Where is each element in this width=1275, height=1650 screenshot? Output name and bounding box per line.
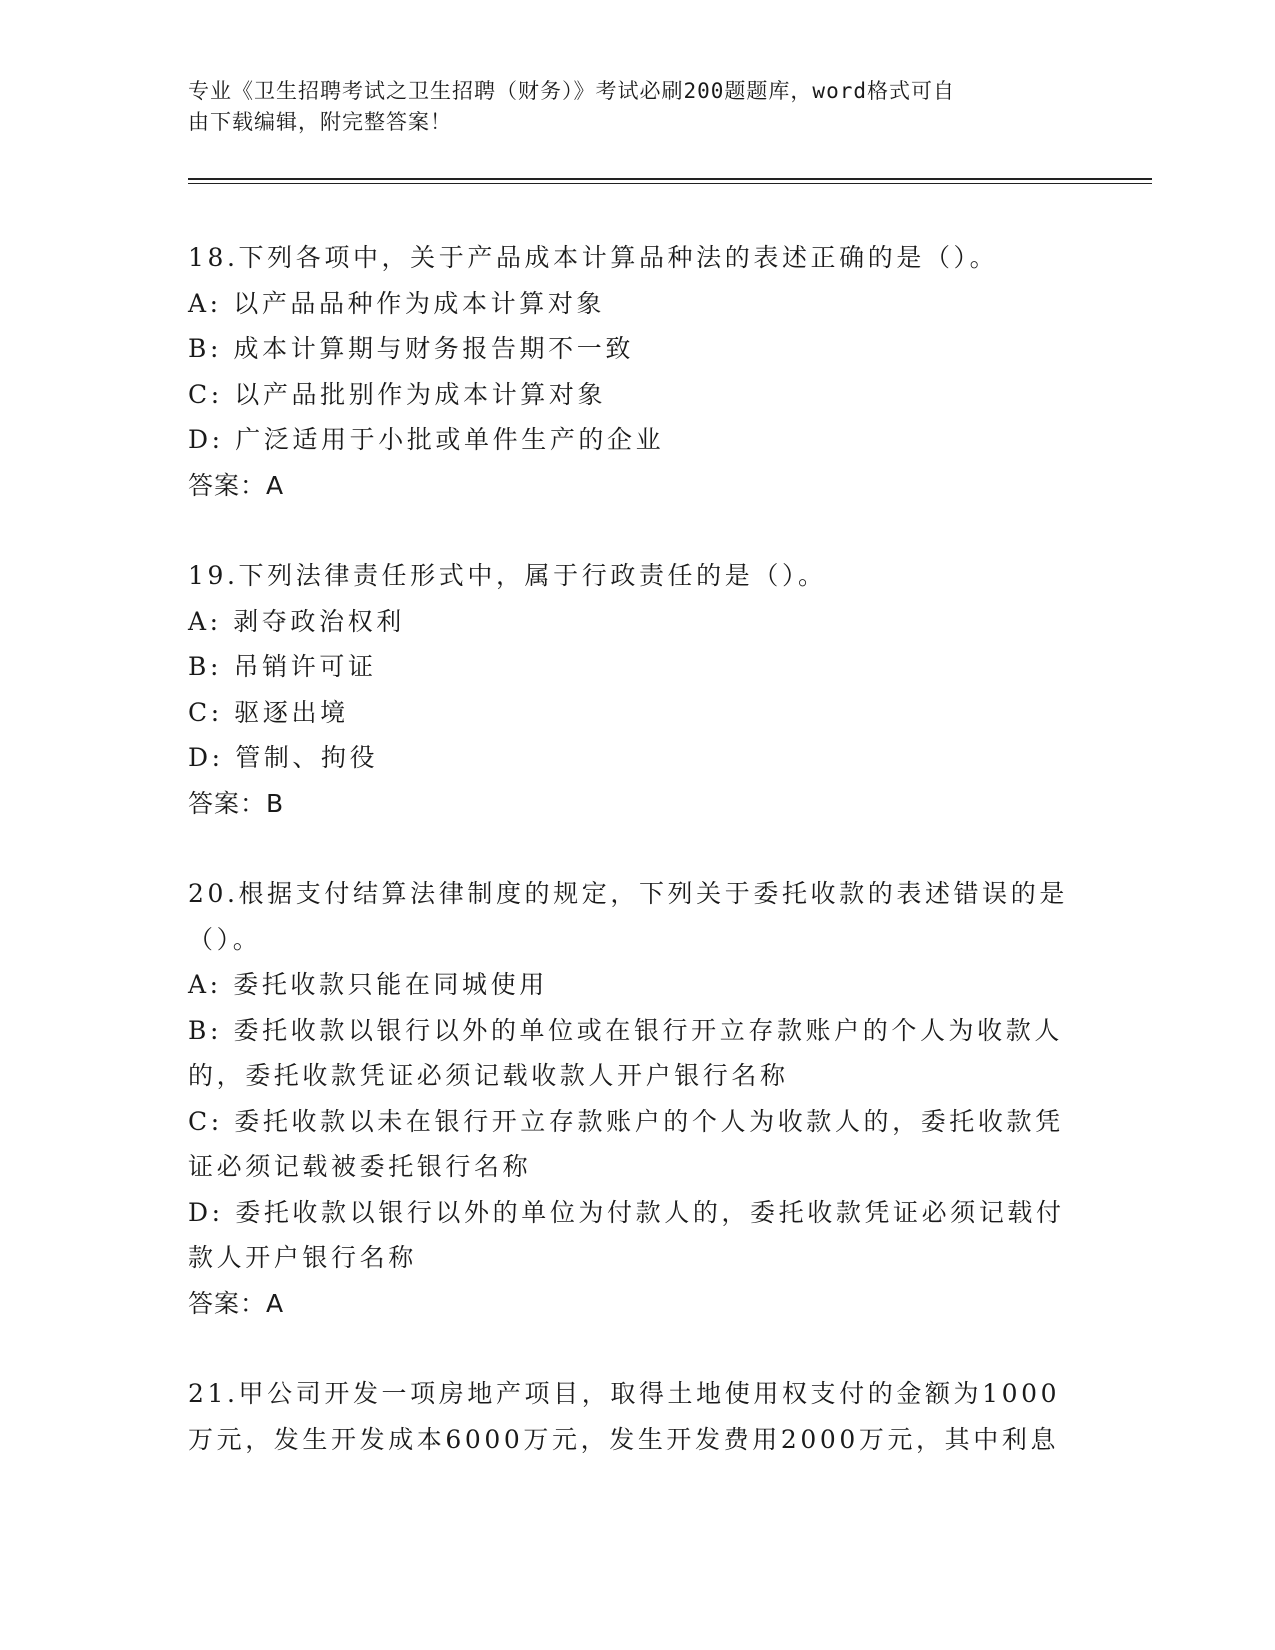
option-b-continued: 的，委托收款凭证必须记载收款人开户银行名称: [188, 1061, 789, 1090]
header-line-2: 由下载编辑，附完整答案！: [188, 110, 452, 134]
option-b: B: 吊销许可证: [188, 652, 377, 681]
option-d: D: 广泛适用于小批或单件生产的企业: [188, 425, 665, 454]
option-a: A: 剥夺政治权利: [188, 606, 405, 636]
option-c-continued: 证必须记载被委托银行名称: [188, 1152, 532, 1181]
option-c: C: 以产品批别作为成本计算对象: [188, 379, 607, 409]
option-c: C: 驱逐出境: [188, 697, 349, 727]
header-divider-thin: [188, 183, 1152, 184]
header-divider-thick: [188, 178, 1152, 180]
option-c: C: 委托收款以未在银行开立存款账户的个人为收款人的，委托收款凭: [188, 1106, 1064, 1136]
option-d: D: 管制、拘役: [188, 743, 379, 772]
answer-label: 答案：A: [188, 470, 285, 500]
question-list: [188, 235, 1088, 1507]
option-a: A: 以产品品种作为成本计算对象: [188, 288, 606, 318]
question-21: [188, 1371, 1088, 1462]
document-header: [188, 76, 1068, 138]
question-20: [188, 871, 1088, 1326]
answer-label: 答案：A: [188, 1288, 285, 1318]
question-stem: 20.根据支付结算法律制度的规定，下列关于委托收款的表述错误的是: [188, 879, 1068, 908]
question-stem: 18.下列各项中，关于产品成本计算品种法的表述正确的是（）。: [188, 243, 999, 272]
question-stem-continued: （）。: [188, 924, 262, 954]
question-stem-continued: 万元，发生开发成本6000万元，发生开发费用2000万元，其中利息: [188, 1424, 1060, 1454]
question-stem: 19.下列法律责任形式中，属于行政责任的是（）。: [188, 561, 827, 590]
option-b: B: 委托收款以银行以外的单位或在银行开立存款账户的个人为收款人: [188, 1015, 1063, 1045]
option-d-continued: 款人开户银行名称: [188, 1243, 417, 1272]
option-a: A: 委托收款只能在同城使用: [188, 970, 548, 999]
question-stem: 21.甲公司开发一项房地产项目，取得土地使用权支付的金额为1000: [188, 1379, 1061, 1408]
question-19: [188, 553, 1088, 826]
option-d: D: 委托收款以银行以外的单位为付款人的，委托收款凭证必须记载付: [188, 1197, 1065, 1227]
answer-label: 答案：B: [188, 788, 285, 818]
option-b: B: 成本计算期与财务报告期不一致: [188, 334, 634, 363]
header-line-1: 专业《卫生招聘考试之卫生招聘（财务）》考试必刷200题题库，word格式可自: [188, 79, 955, 103]
question-18: [188, 235, 1088, 508]
